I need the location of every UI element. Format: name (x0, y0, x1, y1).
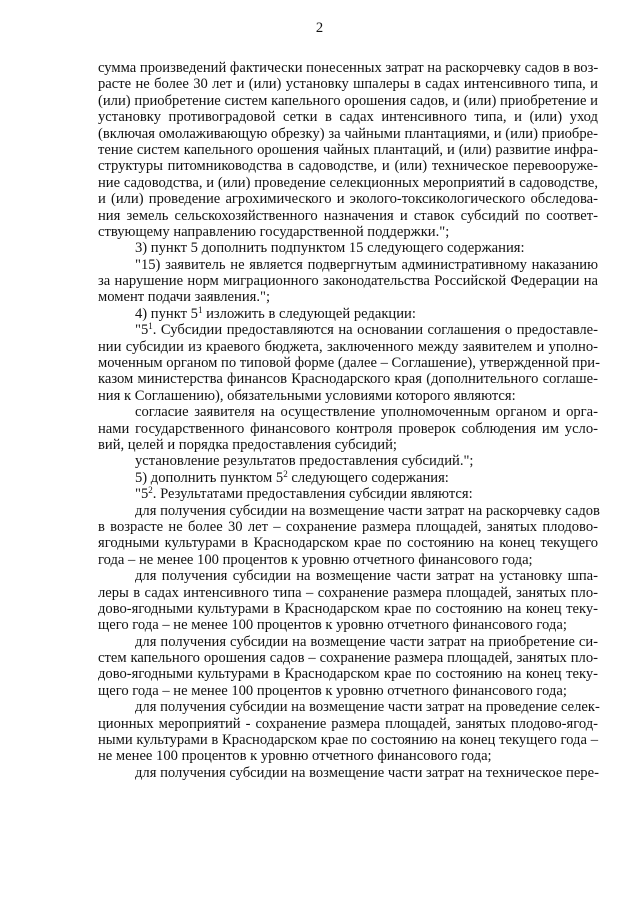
text-line: за нарушение норм миграционного законодательства Российской Федерации на (98, 273, 598, 290)
text-line: ствующему направлению государственной поддержки."; (98, 223, 450, 240)
text-line: дово-ягодными культурами в Краснодарском крае по состоянию на конец теку- (98, 666, 598, 683)
text-fragment: следующего содержания: (287, 469, 449, 486)
superscript: 1 (197, 304, 203, 315)
text-line: нии субсидии из краевого бюджета, заключенного между заявителем и уполно- (98, 338, 598, 355)
text-fragment: . Субсидии предоставляются на основании соглашения о предоставле- (152, 322, 598, 339)
superscript: 2 (283, 468, 288, 479)
text-fragment: "5 (135, 322, 149, 339)
text-line: ционных мероприятий - сохранение размера площадей, занятых плодово-ягод- (98, 715, 598, 732)
text-line: "15) заявитель не является подвергнутым административному наказанию (135, 256, 598, 273)
text-line: момент подачи заявления."; (98, 289, 271, 306)
superscript: 2 (148, 485, 153, 496)
text-line: расте не более 30 лет и (или) установку шпалеры в садах интенсивного типа, и (98, 76, 598, 93)
text-fragment: 4) пункт 5 (135, 305, 198, 322)
text-line: ягодными культурами в Краснодарском крае по состоянию на конец текущего (98, 535, 598, 552)
text-line: ния к Соглашению), обязательными условиями которого являются: (98, 387, 516, 404)
text-fragment: изложить в следующей редакции: (202, 305, 416, 322)
text-line: структуры питомниководства в садоводстве, и (или) техническое перевооруже- (98, 158, 598, 175)
text-line-with-superscript (98, 470, 598, 486)
text-line: установление результатов предоставления субсидий."; (135, 453, 474, 470)
text-line: (или) приобретение систем капельного орошения садов, и (или) приобретение и (98, 92, 598, 109)
text-line: года – не менее 100 процентов к уровню отчетного финансового года; (98, 551, 533, 568)
text-line: казом министерства финансов Краснодарского края (дополнительного соглаше- (98, 371, 598, 388)
text-line-with-superscript (98, 306, 598, 322)
text-line-with-superscript (98, 322, 598, 338)
text-fragment: 5) дополнить пунктом 5 (135, 469, 284, 486)
text-fragment: . Результатами предоставления субсидии являются: (152, 486, 473, 503)
text-line: вий, целей и порядка предоставления субсидий; (98, 436, 397, 453)
text-line: ние садоводства, и (или) проведение селекционных мероприятий в садоводстве, (98, 174, 598, 191)
text-line: для получения субсидии на возмещение части затрат на техническое пере- (135, 764, 599, 781)
text-line: для получения субсидии на возмещение части затрат на установку шпа- (135, 568, 598, 585)
page-number: 2 (315, 20, 324, 36)
text-line: дово-ягодными культурами в Краснодарском крае по состоянию на конец теку- (98, 600, 598, 617)
text-line: для получения субсидии на возмещение части затрат на раскорчевку садов (135, 502, 600, 519)
text-fragment: "5 (135, 486, 149, 503)
text-line: стем капельного орошения садов – сохранение размера площадей, занятых пло- (98, 650, 598, 667)
text-line: моченным органом по типовой форме (далее – Соглашение), утвержденной при- (98, 355, 600, 372)
document-body (98, 60, 598, 781)
text-line: ния земель сельскохозяйственного назначения и ставок субсидий по соответ- (98, 207, 598, 224)
text-line-with-superscript (98, 486, 598, 502)
text-line: щего года – не менее 100 процентов к уровню отчетного финансового года; (98, 682, 567, 699)
text-line: ными культурами в Краснодарском крае по состоянию на конец текущего года – (98, 732, 598, 749)
text-line: сумма произведений фактически понесенных затрат на раскорчевку садов в воз- (98, 60, 599, 76)
superscript: 1 (148, 321, 153, 332)
text-line: для получения субсидии на возмещение части затрат на проведение селек- (135, 699, 600, 716)
text-line: установку противоградовой сетки в садах интенсивного типа, и (или) уход (98, 109, 598, 126)
text-line: щего года – не менее 100 процентов к уровню отчетного финансового года; (98, 617, 567, 634)
text-line: леры в садах интенсивного типа – сохранение размера площадей, занятых пло- (98, 584, 598, 601)
text-line: (включая омолаживающую обрезку) за чайными плантациями, и (или) приобре- (98, 125, 598, 142)
text-line: не менее 100 процентов к уровню отчетного финансового года; (98, 748, 492, 765)
text-line: для получения субсидии на возмещение части затрат на приобретение си- (135, 633, 598, 650)
text-line: согласие заявителя на осуществление уполномоченным органом и орга- (135, 404, 598, 421)
text-line: нами государственного финансового контроля проверок соблюдения им усло- (98, 420, 598, 437)
text-line: в возрасте не более 30 лет – сохранение размера площадей, занятых плодово- (98, 518, 598, 535)
text-line: 3) пункт 5 дополнить подпунктом 15 следующего содержания: (135, 240, 525, 257)
text-line: и (или) проведение агрохимического и эколого-токсикологического обследова- (98, 191, 598, 208)
text-line: тение систем капельного орошения чайных плантаций, и (или) развитие инфра- (98, 141, 598, 158)
